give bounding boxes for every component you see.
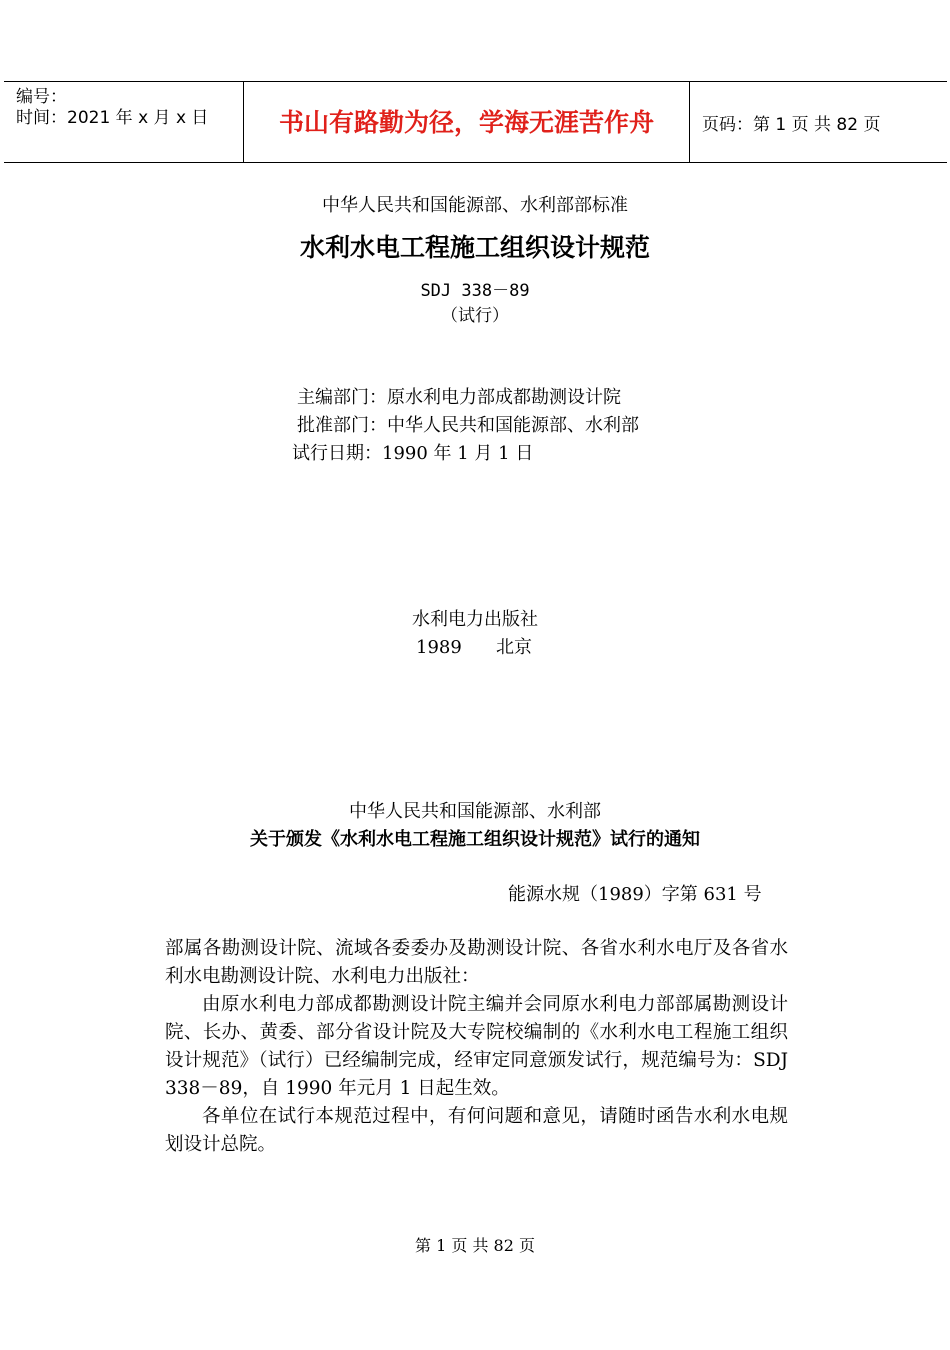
number-label: 编号：: [16, 87, 67, 107]
publisher: 水利电力出版社: [412, 609, 538, 630]
notice-document-number: 能源水规（1989）字第 631 号: [508, 884, 762, 905]
publication-city: 北京: [496, 637, 532, 658]
header-meta-cell: [4, 82, 244, 162]
notice-paragraph-2: 各单位在试行本规范过程中，有何问题和意见，请随时函告水利水电规划设计总院。: [165, 1106, 788, 1155]
page-header: [4, 81, 947, 163]
notice-paragraph-1: 由原水利电力部成都勘测设计院主编并会同原水利电力部部属勘测设计院、长办、黄委、部分省设计院及大专院校编制的《水利水电工程施工组织设计规范》（试行）已经编制完成，经审定同意颁发试行，规范编号为：SDJ 338－89，自 1990 年元月 1 日起生效。: [165, 994, 788, 1099]
page-footer: 第 1 页 共 82 页: [415, 1236, 535, 1255]
page-code: 页码：第 1 页 共 82 页: [702, 115, 881, 135]
notice-recipients: 部属各勘测设计院、流域各委委办及勘测设计院、各省水利水电厅及各省水利水电勘测设计院、水利电力出版社：: [165, 938, 788, 987]
document-title: 水利水电工程施工组织设计规范: [299, 233, 650, 262]
trial-note: （试行）: [441, 306, 509, 326]
editor-department: 主编部门：原水利电力部成都勘测设计院: [297, 387, 621, 408]
notice-title: 关于颁发《水利水电工程施工组织设计规范》试行的通知: [250, 829, 700, 850]
header-page-cell: [690, 82, 947, 162]
trial-date: 试行日期：1990 年 1 月 1 日: [292, 443, 534, 464]
time-label: 时间：2021 年 x 月 x 日: [16, 108, 209, 128]
cover-issuer: 中华人民共和国能源部、水利部部标准: [322, 195, 628, 216]
header-motto-cell: [244, 82, 690, 162]
notice-issuer: 中华人民共和国能源部、水利部: [349, 801, 601, 822]
standard-code: SDJ 338－89: [420, 281, 530, 301]
approval-department: 批准部门：中华人民共和国能源部、水利部: [297, 415, 639, 436]
motto-text: 书山有路勤为径，学海无涯苦作舟: [278, 108, 654, 137]
publication-year: 1989: [416, 637, 462, 658]
